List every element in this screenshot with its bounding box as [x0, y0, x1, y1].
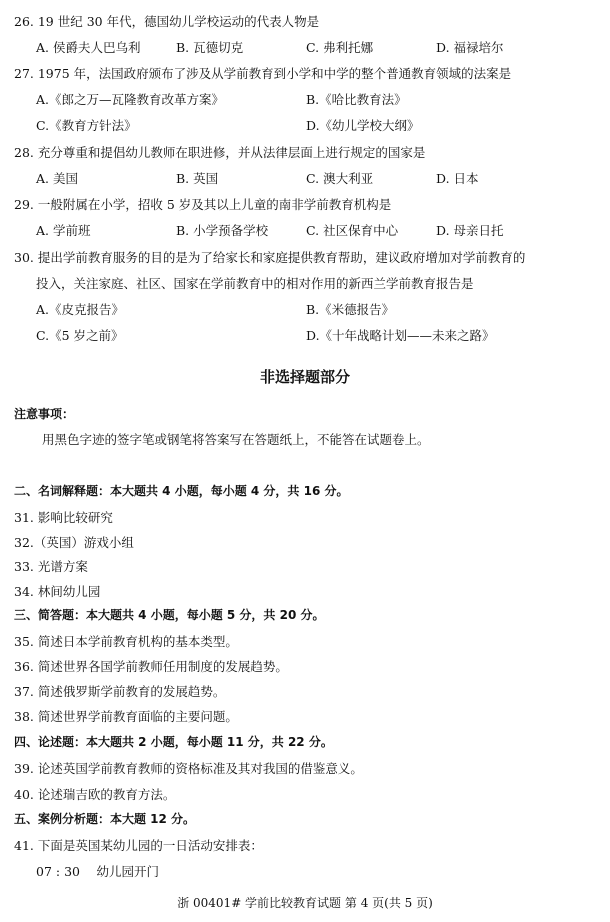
question-30-stem-line2: 投入，关注家庭、社区、国家在学前教育中的相对作用的新西兰学前教育报告是 [36, 276, 474, 291]
question-27-option-a: A.《郎之万—瓦隆教育改革方案》 [36, 92, 225, 107]
part4-heading: 四、论述题：本大题共 2 小题，每小题 11 分，共 22 分。 [14, 735, 333, 749]
question-30-option-a: A.《皮克报告》 [36, 302, 125, 317]
question-26-option-b: B. 瓦德切克 [176, 40, 244, 55]
question-28-option-d: D. 日本 [436, 171, 479, 186]
question-27-stem: 27. 1975 年，法国政府颁布了涉及从学前教育到小学和中学的整个普通教育领域的法案是 [14, 66, 512, 81]
question-30-option-c: C.《5 岁之前》 [36, 328, 124, 343]
part5-heading: 五、案例分析题：本大题 12 分。 [14, 812, 196, 826]
question-28-option-b: B. 英国 [176, 171, 219, 186]
question-26-stem: 26. 19 世纪 30 年代，德国幼儿学校运动的代表人物是 [14, 14, 320, 29]
question-30-option-d: D.《十年战略计划——未来之路》 [306, 328, 495, 343]
notice-title: 注意事项： [14, 407, 75, 421]
question-26-option-a: A. 侯爵夫人巴乌利 [36, 40, 141, 55]
page-footer: 浙 00401# 学前比较教育试题 第 4 页(共 5 页) [177, 896, 433, 910]
question-34: 34. 林间幼儿园 [14, 584, 101, 599]
question-29-option-d: D. 母亲日托 [436, 223, 504, 238]
question-28-option-a: A. 美国 [36, 171, 78, 186]
question-27-option-b: B.《哈比教育法》 [306, 92, 407, 107]
question-29-stem: 29. 一般附属在小学，招收 5 岁及其以上儿童的南非学前教育机构是 [14, 197, 392, 212]
question-28-option-c: C. 澳大利亚 [306, 171, 374, 186]
question-37: 37. 简述俄罗斯学前教育的发展趋势。 [14, 684, 226, 699]
part2-heading: 二、名词解释题：本大题共 4 小题，每小题 4 分，共 16 分。 [14, 484, 349, 498]
question-27-option-c: C.《教育方针法》 [36, 118, 137, 133]
question-29-option-b: B. 小学预备学校 [176, 223, 269, 238]
part3-heading: 三、简答题：本大题共 4 小题，每小题 5 分，共 20 分。 [14, 608, 325, 622]
question-32: 32.（英国）游戏小组 [14, 535, 134, 550]
section-title: 非选择题部分 [259, 368, 350, 386]
question-27-option-d: D.《幼儿学校大纲》 [306, 118, 420, 133]
question-35: 35. 简述日本学前教育机构的基本类型。 [14, 634, 238, 649]
notice-text: 用黑色字迹的签字笔或钢笔将答案写在答题纸上，不能答在试题卷上。 [42, 432, 430, 447]
schedule-line: 07 : 30 幼儿园开门 [36, 864, 159, 879]
question-26-option-d: D. 福禄培尔 [436, 40, 504, 55]
question-33: 33. 光谱方案 [14, 559, 88, 574]
question-29-option-a: A. 学前班 [36, 223, 91, 238]
question-28-stem: 28. 充分尊重和提倡幼儿教师在职进修，并从法律层面上进行规定的国家是 [14, 145, 426, 160]
question-30-stem-line1: 30. 提出学前教育服务的目的是为了给家长和家庭提供教育帮助，建议政府增加对学前教育的 [14, 250, 526, 265]
question-39: 39. 论述英国学前教育教师的资格标准及其对我国的借鉴意义。 [14, 761, 363, 776]
question-29-option-c: C. 社区保育中心 [306, 223, 399, 238]
question-31: 31. 影响比较研究 [14, 510, 113, 525]
question-38: 38. 简述世界学前教育面临的主要问题。 [14, 709, 238, 724]
question-36: 36. 简述世界各国学前教师任用制度的发展趋势。 [14, 659, 288, 674]
question-40: 40. 论述瑞吉欧的教育方法。 [14, 787, 176, 802]
question-30-option-b: B.《米德报告》 [306, 302, 395, 317]
question-41: 41. 下面是英国某幼儿园的一日活动安排表： [14, 838, 263, 853]
question-26-option-c: C. 弗利托娜 [306, 40, 374, 55]
